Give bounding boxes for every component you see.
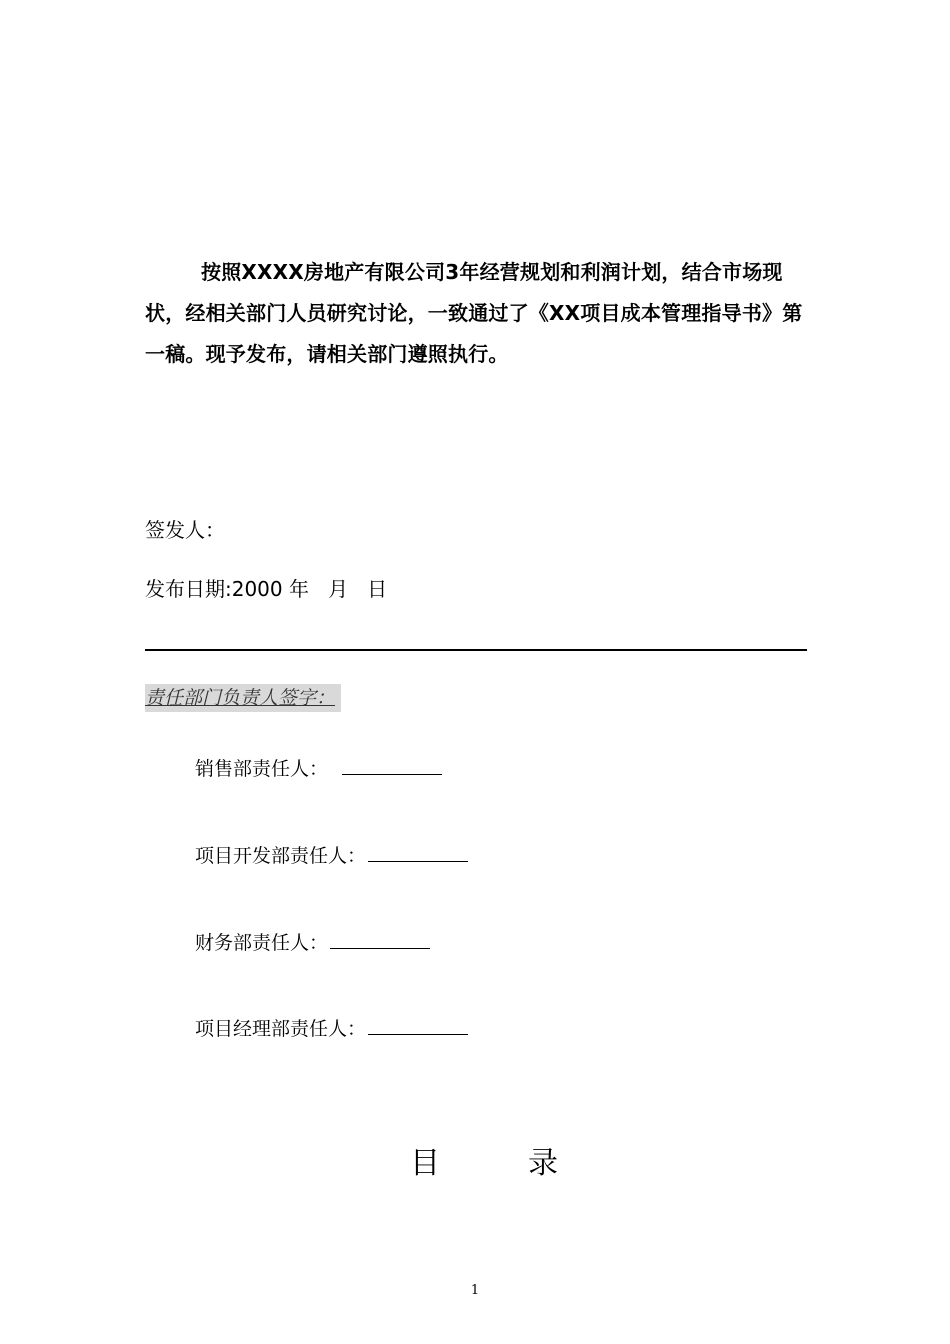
project-dev-dept-responsible [195, 841, 468, 868]
issuer-label: 签发人： [145, 518, 225, 542]
responsible-label: 项目开发部责任人： [195, 845, 367, 867]
sales-dept-responsible [195, 754, 442, 781]
signature-blank[interactable] [342, 773, 442, 775]
intro-paragraph: 按照XXXX房地产有限公司3年经营规划和利润计划，结合市场现状，经相关部门人员研究讨论，一致通过了《XX项目成本管理指导书》第一稿。现予发布，请相关部门遵照执行。 [145, 260, 803, 366]
signature-blank[interactable] [330, 947, 430, 949]
signature-blank[interactable] [368, 1033, 468, 1035]
responsible-label: 项目经理部责任人： [195, 1018, 367, 1040]
project-manager-dept-responsible [195, 1014, 468, 1041]
department-signature-heading: 责任部门负责人签字： [145, 684, 341, 712]
responsible-label: 财务部责任人： [195, 932, 329, 954]
release-date: 发布日期:2000 年 月 日 [145, 577, 388, 601]
horizontal-divider [145, 649, 807, 651]
finance-dept-responsible [195, 928, 430, 955]
toc-title-char: 目 [410, 1146, 440, 1181]
table-of-contents-title [410, 1138, 558, 1182]
responsible-label: 销售部责任人： [195, 758, 329, 780]
toc-title-char: 录 [528, 1146, 558, 1181]
page-number: 1 [470, 1283, 480, 1298]
signature-blank[interactable] [368, 860, 468, 862]
